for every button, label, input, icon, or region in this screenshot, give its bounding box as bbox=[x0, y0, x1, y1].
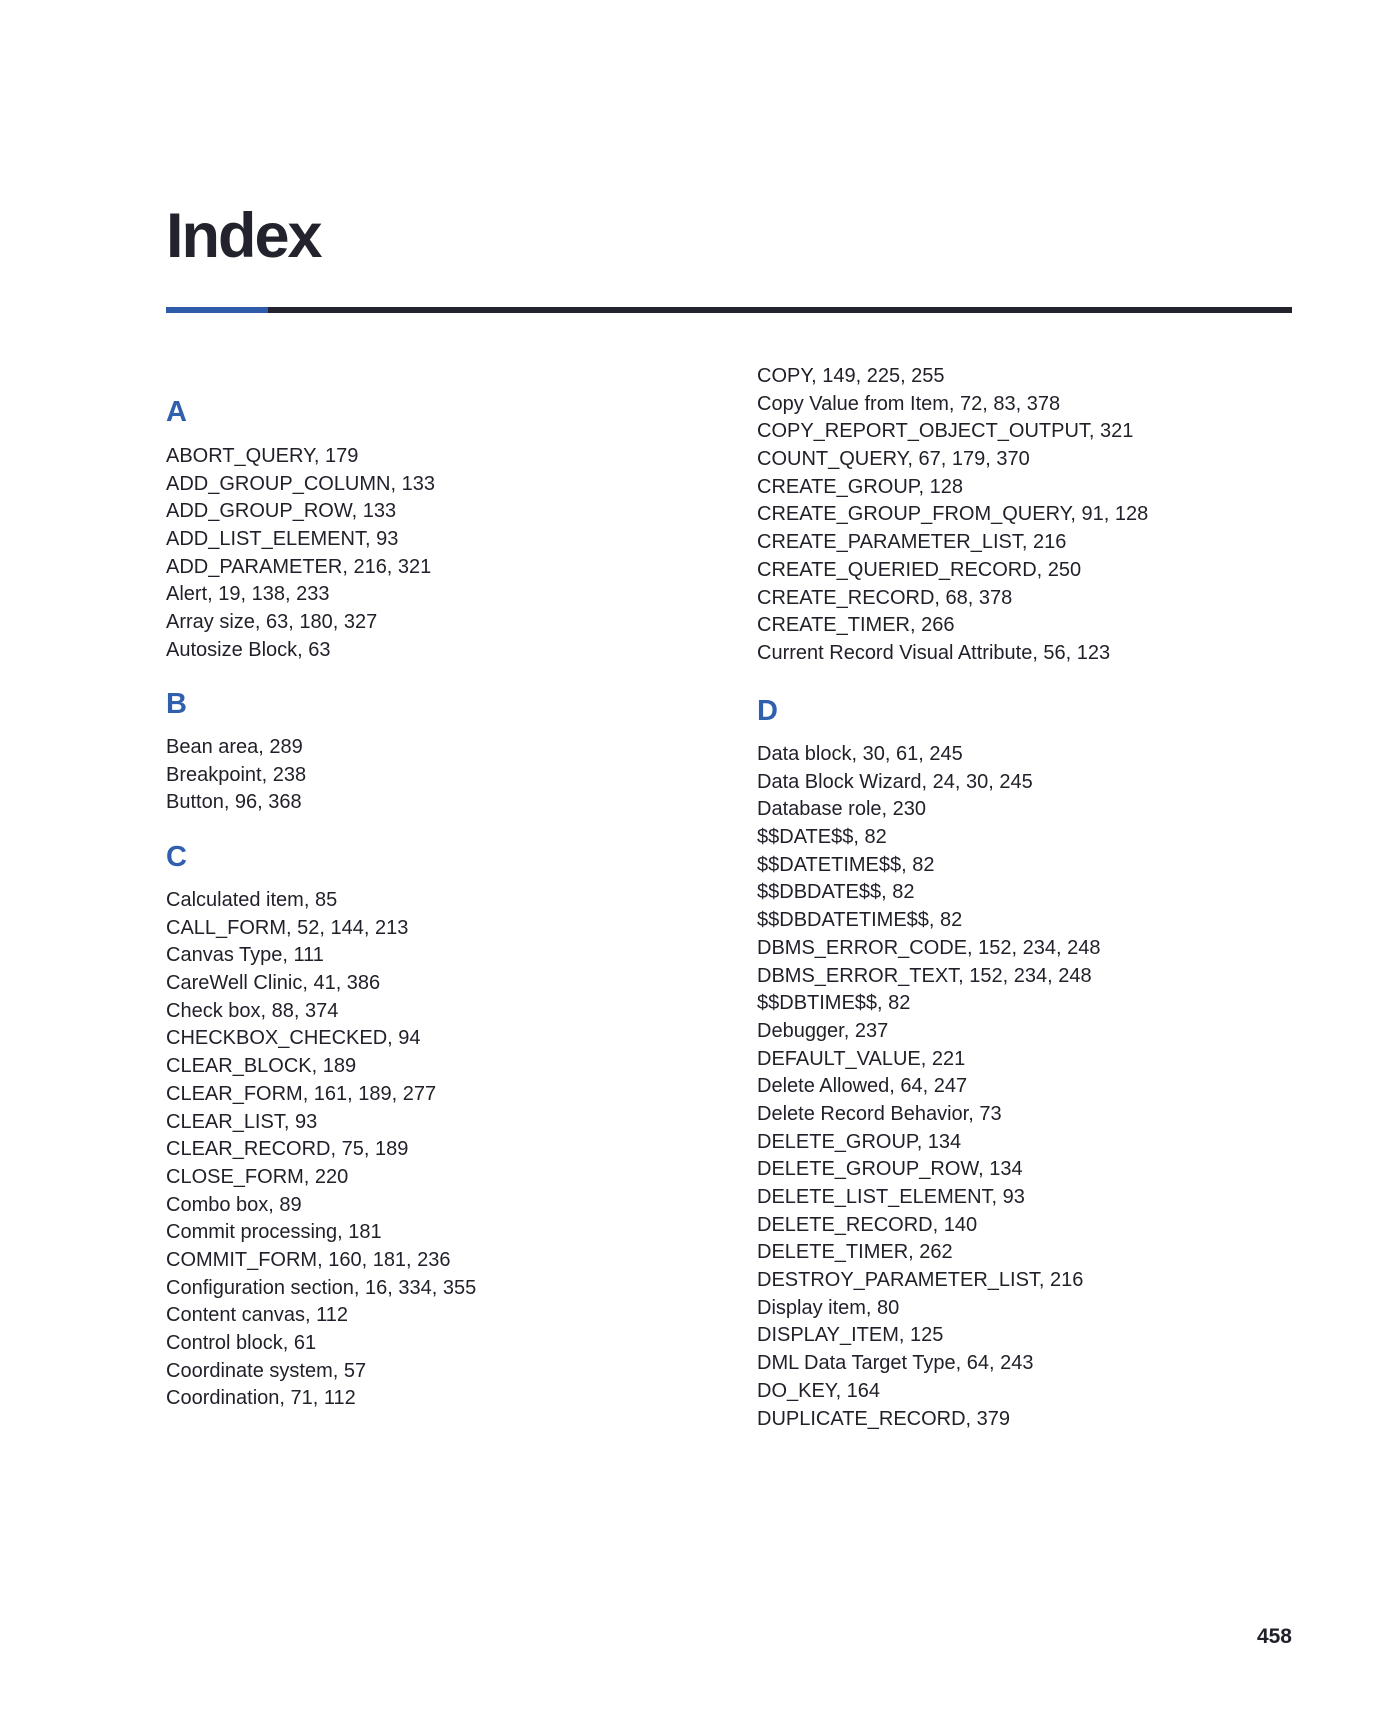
index-entry: Data Block Wizard, 24, 30, 245 bbox=[757, 770, 1033, 793]
index-entry: Control block, 61 bbox=[166, 1332, 317, 1354]
title-rule bbox=[166, 307, 1292, 313]
index-entry: Coordinate system, 57 bbox=[166, 1359, 367, 1382]
index-entry: COPY, 149, 225, 255 bbox=[757, 365, 945, 387]
index-entry: DELETE_RECORD, 140 bbox=[757, 1213, 978, 1236]
index-entry: CareWell Clinic, 41, 386 bbox=[166, 972, 381, 995]
index-entry: COPY_REPORT_OBJECT_OUTPUT, 321 bbox=[757, 420, 1134, 443]
section-heading-d: D bbox=[757, 695, 778, 727]
index-entry: DO_KEY, 164 bbox=[757, 1379, 881, 1402]
index-entry: CHECKBOX_CHECKED, 94 bbox=[166, 1027, 421, 1050]
index-entry: ADD_LIST_ELEMENT, 93 bbox=[166, 528, 399, 551]
section-heading-b: B bbox=[166, 688, 187, 720]
index-entry: CREATE_RECORD, 68, 378 bbox=[757, 586, 1013, 609]
index-entry: Array size, 63, 180, 327 bbox=[166, 611, 378, 634]
index-entry: $$DATE$$, 82 bbox=[757, 826, 887, 849]
index-entry: DESTROY_PARAMETER_LIST, 216 bbox=[757, 1269, 1084, 1292]
index-entry: Copy Value from Item, 72, 83, 378 bbox=[757, 392, 1061, 415]
page-number: 458 bbox=[1256, 1625, 1292, 1648]
index-entry: CLOSE_FORM, 220 bbox=[166, 1165, 349, 1188]
index-entry: Calculated item, 85 bbox=[166, 889, 338, 911]
entry-list-c-continued bbox=[757, 363, 1148, 668]
index-entry: DBMS_ERROR_TEXT, 152, 234, 248 bbox=[757, 964, 1092, 987]
index-entry: DUPLICATE_RECORD, 379 bbox=[757, 1407, 1011, 1430]
index-entry: Bean area, 289 bbox=[166, 736, 303, 758]
entry-list-c bbox=[166, 887, 476, 1413]
index-entry: CREATE_QUERIED_RECORD, 250 bbox=[757, 558, 1082, 581]
index-entry: ABORT_QUERY, 179 bbox=[166, 445, 359, 467]
index-entry: Configuration section, 16, 334, 355 bbox=[166, 1276, 477, 1299]
index-entry: DISPLAY_ITEM, 125 bbox=[757, 1324, 944, 1347]
index-entry: CLEAR_LIST, 93 bbox=[166, 1110, 318, 1133]
index-entry: DML Data Target Type, 64, 243 bbox=[757, 1352, 1034, 1375]
index-entry: COUNT_QUERY, 67, 179, 370 bbox=[757, 448, 1030, 471]
index-entry: CREATE_TIMER, 266 bbox=[757, 614, 955, 637]
index-entry: Delete Record Behavior, 73 bbox=[757, 1102, 1002, 1125]
index-entry: $$DBDATE$$, 82 bbox=[757, 881, 915, 904]
index-entry: Check box, 88, 374 bbox=[166, 999, 339, 1022]
index-entry: Canvas Type, 111 bbox=[166, 944, 324, 967]
index-entry: Combo box, 89 bbox=[166, 1193, 302, 1216]
index-entry: Content canvas, 112 bbox=[166, 1304, 348, 1327]
index-entry: $$DATETIME$$, 82 bbox=[757, 853, 935, 876]
index-entry: $$DBTIME$$, 82 bbox=[757, 992, 911, 1015]
index-entry: DELETE_GROUP_ROW, 134 bbox=[757, 1158, 1023, 1181]
index-entry: ADD_PARAMETER, 216, 321 bbox=[166, 555, 432, 578]
index-entry: CLEAR_RECORD, 75, 189 bbox=[166, 1138, 409, 1161]
index-entry: CREATE_PARAMETER_LIST, 216 bbox=[757, 531, 1067, 554]
index-entry: Delete Allowed, 64, 247 bbox=[757, 1075, 968, 1098]
index-entry: DELETE_TIMER, 262 bbox=[757, 1241, 953, 1264]
entry-list-a bbox=[166, 443, 435, 665]
index-entry: Commit processing, 181 bbox=[166, 1221, 382, 1244]
index-entry: CREATE_GROUP, 128 bbox=[757, 475, 964, 498]
index-entry: DBMS_ERROR_CODE, 152, 234, 248 bbox=[757, 936, 1101, 959]
section-heading-a: A bbox=[166, 396, 187, 428]
index-entry: Breakpoint, 238 bbox=[166, 763, 307, 786]
entry-list-b bbox=[166, 734, 306, 817]
index-entry: Debugger, 237 bbox=[757, 1019, 889, 1042]
entry-list-d bbox=[757, 741, 1101, 1433]
index-entry: ADD_GROUP_ROW, 133 bbox=[166, 500, 397, 523]
index-entry: CLEAR_FORM, 161, 189, 277 bbox=[166, 1082, 437, 1105]
index-entry: CLEAR_BLOCK, 189 bbox=[166, 1055, 357, 1078]
index-entry: Autosize Block, 63 bbox=[166, 638, 331, 661]
index-entry: Database role, 230 bbox=[757, 798, 927, 821]
index-entry: Data block, 30, 61, 245 bbox=[757, 743, 963, 765]
index-entry: COMMIT_FORM, 160, 181, 236 bbox=[166, 1248, 451, 1271]
page-title: Index bbox=[166, 201, 321, 271]
index-entry: DEFAULT_VALUE, 221 bbox=[757, 1047, 966, 1070]
index-entry: DELETE_LIST_ELEMENT, 93 bbox=[757, 1186, 1025, 1208]
index-entry: $$DBDATETIME$$, 82 bbox=[757, 909, 963, 932]
index-entry: CREATE_GROUP_FROM_QUERY, 91, 128 bbox=[757, 503, 1149, 526]
section-heading-c: C bbox=[166, 841, 187, 873]
index-entry: Current Record Visual Attribute, 56, 123 bbox=[757, 641, 1111, 664]
index-entry: Display item, 80 bbox=[757, 1296, 900, 1319]
index-entry: CALL_FORM, 52, 144, 213 bbox=[166, 916, 409, 939]
index-entry: DELETE_GROUP, 134 bbox=[757, 1130, 962, 1153]
index-entry: ADD_GROUP_COLUMN, 133 bbox=[166, 472, 435, 495]
index-entry: Coordination, 71, 112 bbox=[166, 1387, 356, 1410]
index-entry: Alert, 19, 138, 233 bbox=[166, 583, 330, 606]
title-rule-accent bbox=[166, 307, 268, 313]
index-entry: Button, 96, 368 bbox=[166, 791, 302, 814]
